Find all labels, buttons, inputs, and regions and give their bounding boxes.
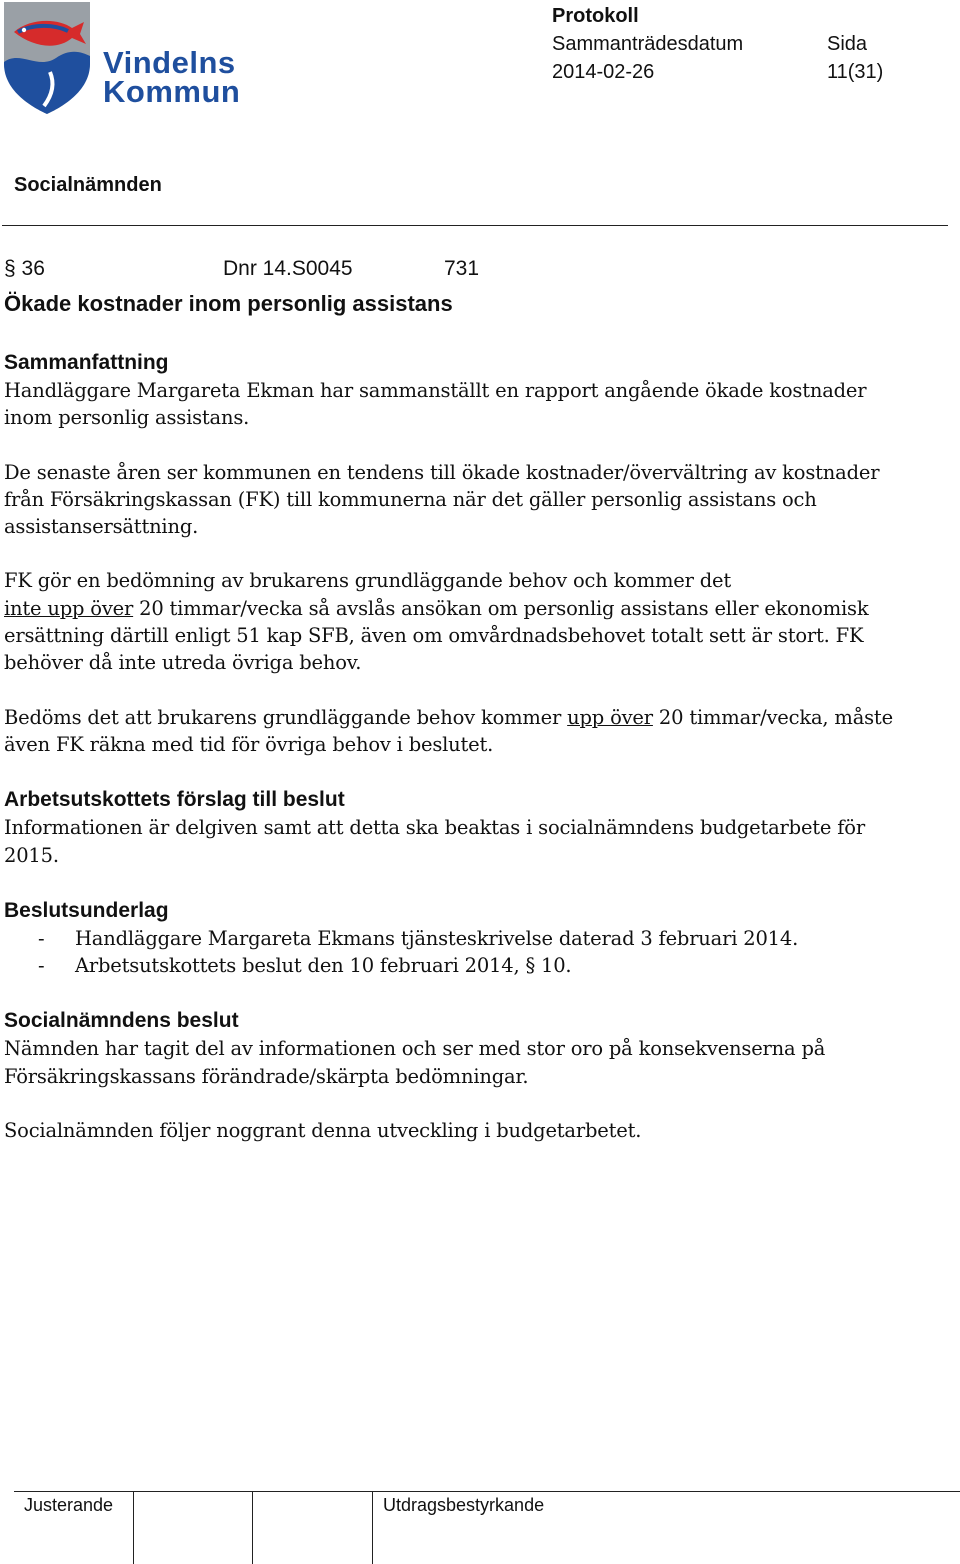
basis-list [4, 925, 904, 980]
document-type: Protokoll [552, 5, 639, 27]
decision-paragraph-1: Nämnden har tagit del av informationen och ser med stor oro på konsekvenserna på Försäkringskassans förändrade/skärpta bedömningar. [4, 1037, 826, 1088]
summary-paragraph-3 [4, 567, 904, 676]
signature-box-divider [133, 1491, 134, 1564]
summary-paragraph-2: De senaste åren ser kommunen en tendens till ökade kostnader/övervältring av kostnader från Försäkringskassan (FK) till kommunerna när det gäller personlig assistans och assistansersättning. [4, 460, 880, 539]
diary-number: Dnr 14.S0045 [223, 257, 353, 280]
text-run: Bedöms det att brukarens grundläggande behov kommer [4, 705, 568, 729]
underlined-text: inte upp över [4, 596, 134, 620]
underlined-text: upp över [567, 705, 653, 729]
list-item-text: Handläggare Margareta Ekmans tjänsteskrivelse daterad 3 februari 2014. [75, 926, 799, 950]
text-run: 20 timmar/vecka så avslås ansökan om personlig assistans eller ekonomisk ersättning därtill enligt 51 kap SFB, även om omvårdnadsbehovet totalt sett är stort. FK behöver då inte utreda övriga behov. [4, 596, 869, 675]
list-item-text: Arbetsutskottets beslut den 10 februari 2014, § 10. [75, 954, 572, 978]
summary-paragraph-4 [4, 704, 904, 759]
signature-box-divider [252, 1491, 253, 1564]
basis-heading: Beslutsunderlag [4, 898, 169, 922]
footer-divider [14, 1491, 960, 1492]
dash-bullet: - [38, 926, 45, 950]
item-meta-row [4, 257, 904, 285]
signature-box-divider [372, 1491, 373, 1564]
committee-name: Socialnämnden [14, 174, 162, 196]
classification-code: 731 [444, 257, 480, 280]
summary-heading: Sammanfattning [4, 351, 169, 374]
meeting-date-label: Sammanträdesdatum [552, 33, 744, 55]
list-item [4, 925, 904, 952]
page-label: Sida [827, 33, 868, 55]
text-run: FK gör en bedömning av brukarens grundläggande behov och kommer det [4, 569, 732, 593]
meeting-date: 2014-02-26 [552, 61, 655, 83]
decision-heading: Socialnämndens beslut [4, 1009, 239, 1033]
logo-text-line1: Vindelns [103, 45, 236, 80]
text-run: 20 timmar/vecka, måste även FK räkna med tid för övriga behov i beslutet. [4, 705, 893, 756]
footer-label-utdragsbestyrkande: Utdragsbestyrkande [383, 1495, 545, 1515]
dash-bullet: - [38, 954, 45, 978]
header-divider [2, 225, 948, 226]
item-title: Ökade kostnader inom personlig assistans [4, 291, 453, 316]
paragraph-number: § 36 [4, 257, 45, 280]
decision-paragraph-2: Socialnämnden följer noggrant denna utveckling i budgetarbetet. [4, 1119, 642, 1143]
summary-paragraph-1: Handläggare Margareta Ekman har sammanställt en rapport angående ökade kostnader inom personlig assistans. [4, 379, 867, 430]
page-number: 11(31) [827, 61, 884, 83]
proposal-heading: Arbetsutskottets förslag till beslut [4, 788, 345, 812]
list-item [4, 952, 904, 979]
proposal-text: Informationen är delgiven samt att detta ska beaktas i socialnämndens budgetarbete för 2015. [4, 816, 865, 867]
main-content [4, 257, 904, 1144]
logo-text-line2: Kommun [103, 74, 241, 109]
footer-label-justerande: Justerande [24, 1495, 114, 1515]
